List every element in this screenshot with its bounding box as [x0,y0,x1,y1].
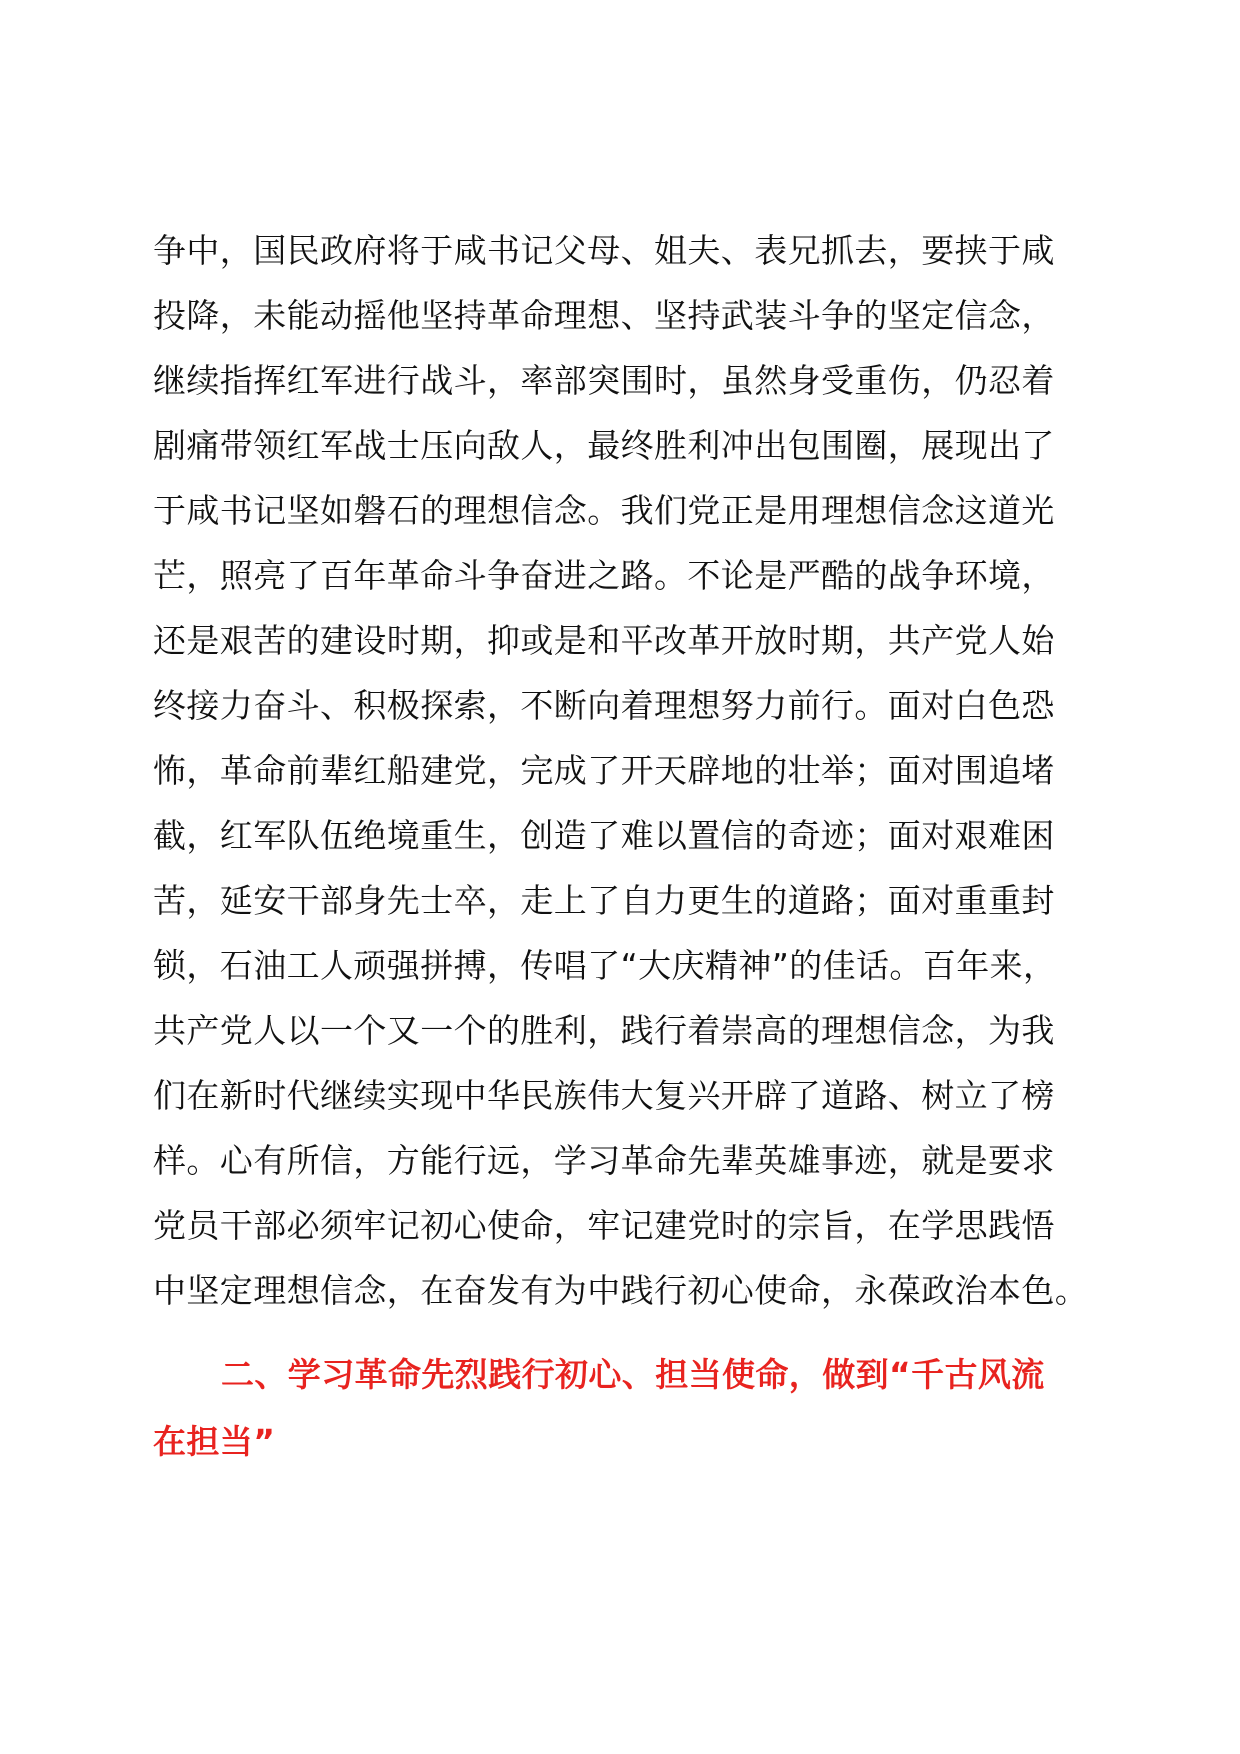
paragraph-line: 党员干部必须牢记初心使命，牢记建党时的宗旨，在学思践悟 [153,1206,1055,1245]
paragraph-line: 怖，革命前辈红船建党，完成了开天辟地的壮举；面对围追堵 [153,751,1055,790]
paragraph-line: 争中，国民政府将于咸书记父母、姐夫、表兄抓去，要挟于咸 [153,231,1055,270]
paragraph-line: 样。心有所信，方能行远，学习革命先辈英雄事迹，就是要求 [153,1141,1055,1180]
paragraph-line: 苦，延安干部身先士卒，走上了自力更生的道路；面对重重封 [153,881,1055,920]
body-paragraph [153,218,1088,1323]
paragraph-line: 们在新时代继续实现中华民族伟大复兴开辟了道路、树立了榜 [153,1076,1055,1115]
paragraph-line: 继续指挥红军进行战斗，率部突围时，虽然身受重伤，仍忍着 [153,361,1055,400]
section-heading-line: 在担当” [153,1422,276,1461]
section-heading [153,1341,1088,1475]
paragraph-line: 共产党人以一个又一个的胜利，践行着崇高的理想信念，为我 [153,1011,1055,1050]
paragraph-line: 截，红军队伍绝境重生，创造了难以置信的奇迹；面对艰难困 [153,816,1055,855]
paragraph-line: 中坚定理想信念，在奋发有为中践行初心使命，永葆政治本色。 [153,1271,1089,1310]
paragraph-line: 于咸书记坚如磐石的理想信念。我们党正是用理想信念这道光 [153,491,1055,530]
paragraph-line: 终接力奋斗、积极探索，不断向着理想努力前行。面对白色恐 [153,686,1055,725]
paragraph-line: 投降，未能动摇他坚持革命理想、坚持武装斗争的坚定信念， [153,296,1055,335]
paragraph-line: 还是艰苦的建设时期，抑或是和平改革开放时期，共产党人始 [153,621,1055,660]
paragraph-line: 锁，石油工人顽强拼搏，传唱了“大庆精神”的佳话。百年来， [153,946,1057,985]
section-heading-line: 二、学习革命先烈践行初心、担当使命，做到“千古风流 [221,1355,1045,1394]
paragraph-line: 剧痛带领红军战士压向敌人，最终胜利冲出包围圈，展现出了 [153,426,1055,465]
paragraph-line: 芒，照亮了百年革命斗争奋进之路。不论是严酷的战争环境， [153,556,1055,595]
